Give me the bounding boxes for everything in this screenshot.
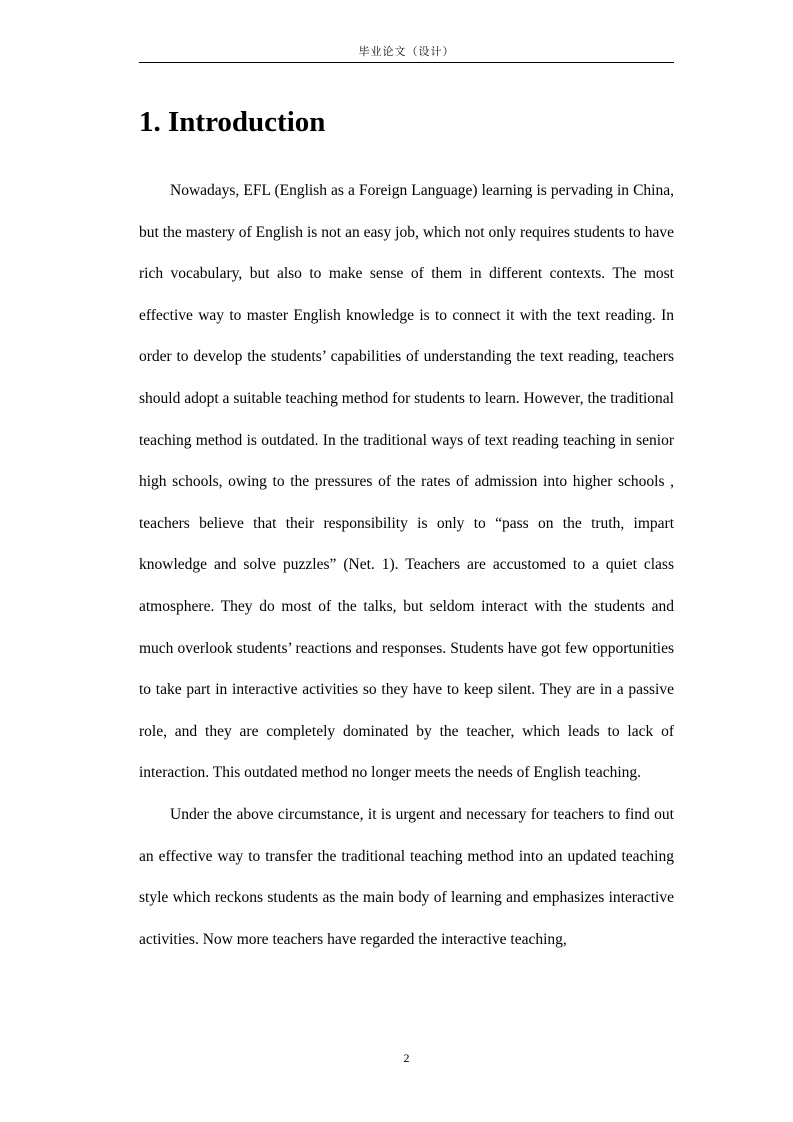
paragraph: Nowadays, EFL (English as a Foreign Language) learning is pervading in China, but the mastery of English is not an easy job, which not only requires students to have rich vocabulary, but also to make sense of them in different contexts. The most effective way to master English knowledge is to connect it with the text reading. In order to develop the students’ capabilities of understanding the text reading, teachers should adopt a suitable teaching method for students to learn. However, the traditional teaching method is outdated. In the traditional ways of text reading teaching in senior high schools, owing to the pressures of the rates of admission into higher schools , teachers believe that their responsibility is only to “pass on the truth, impart knowledge and solve puzzles” (Net. 1). Teachers are accustomed to a quiet class atmosphere. They do most of the talks, but seldom interact with the students and much overlook students’ reactions and responses. Students have got few opportunities to take part in interactive activities so they have to keep silent. They are in a passive role, and they are completely dominated by the teacher, which leads to lack of interaction. This outdated method no longer meets the needs of English teaching. xyxy=(139,182,674,782)
running-header: 毕业论文（设计） xyxy=(358,45,455,58)
page-number: 2 xyxy=(403,1051,410,1065)
paragraph: Under the above circumstance, it is urgent and necessary for teachers to find out an effective way to transfer the traditional teaching method into an updated teaching style which reckons students as the main body of learning and emphasizes interactive activities. Now more teachers have regarded the interactive teaching, xyxy=(139,805,674,948)
header-divider xyxy=(139,62,674,63)
section-title: 1. Introduction xyxy=(139,106,326,138)
body-text xyxy=(139,170,674,960)
